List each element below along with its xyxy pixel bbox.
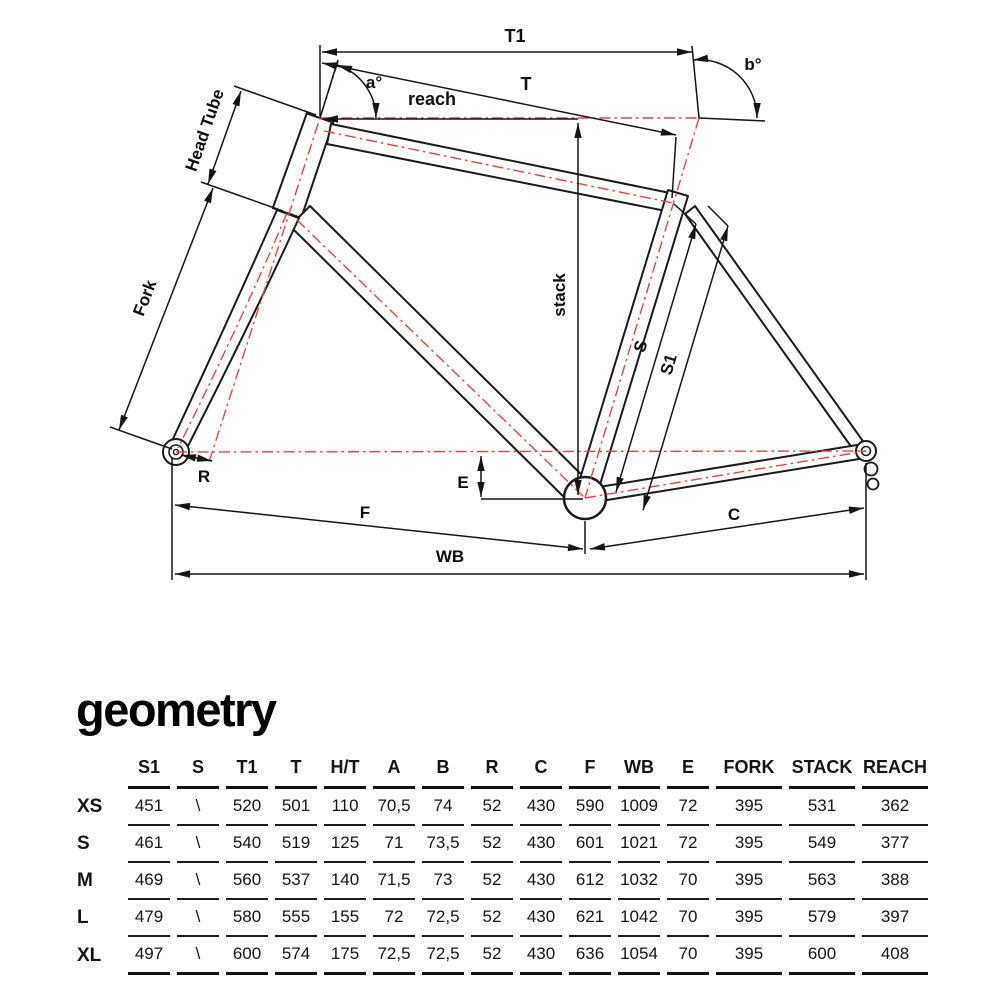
- col-header-b: B: [422, 750, 464, 789]
- cell-m-t: 537: [275, 863, 317, 900]
- cell-m-c: 430: [520, 863, 562, 900]
- cell-xs-s: \: [177, 789, 219, 826]
- table-row-s: [75, 826, 928, 863]
- label-e: E: [457, 473, 469, 492]
- cell-s-a: 71: [373, 826, 415, 863]
- cell-xs-t1: 520: [226, 789, 268, 826]
- cell-xl-h-t: 175: [324, 937, 366, 975]
- cell-m-e: 70: [667, 863, 709, 900]
- col-header-e: E: [667, 750, 709, 789]
- label-angle-b: b°: [744, 55, 762, 74]
- cell-m-wb: 1032: [618, 863, 660, 900]
- cell-l-reach: 397: [862, 900, 928, 937]
- chain-stay-shape: [599, 445, 859, 501]
- cell-xl-stack: 600: [789, 937, 855, 975]
- cell-s-f: 601: [569, 826, 611, 863]
- cell-s-s1: 461: [128, 826, 170, 863]
- cell-l-e: 70: [667, 900, 709, 937]
- extension-lines: [110, 45, 866, 580]
- cell-s-b: 73,5: [422, 826, 464, 863]
- cell-l-t: 555: [275, 900, 317, 937]
- cell-xl-e: 70: [667, 937, 709, 975]
- axle-line: [176, 451, 866, 452]
- cell-s-fork: 395: [716, 826, 782, 863]
- cell-m-h-t: 140: [324, 863, 366, 900]
- cell-xl-r: 52: [471, 937, 513, 975]
- cell-xs-wb: 1009: [618, 789, 660, 826]
- col-header-s1: S1: [128, 750, 170, 789]
- cell-l-wb: 1042: [618, 900, 660, 937]
- cell-xs-c: 430: [520, 789, 562, 826]
- cell-xs-t: 501: [275, 789, 317, 826]
- cell-xl-f: 636: [569, 937, 611, 975]
- cell-xl-b: 72,5: [422, 937, 464, 975]
- cell-m-fork: 395: [716, 863, 782, 900]
- col-header-t1: T1: [226, 750, 268, 789]
- dim-f: [175, 505, 583, 549]
- col-header-reach: REACH: [862, 750, 928, 789]
- section-title: geometry: [76, 683, 276, 736]
- cell-l-t1: 580: [226, 900, 268, 937]
- cell-xl-a: 72,5: [373, 937, 415, 975]
- row-label-l: L: [77, 907, 89, 928]
- label-f: F: [359, 503, 371, 522]
- cell-m-reach: 388: [862, 863, 928, 900]
- cell-l-s: \: [177, 900, 219, 937]
- col-header-wb: WB: [618, 750, 660, 789]
- cell-s-t1: 540: [226, 826, 268, 863]
- cell-s-stack: 549: [789, 826, 855, 863]
- cell-s-e: 72: [667, 826, 709, 863]
- cell-s-c: 430: [520, 826, 562, 863]
- toptube-centerline: [324, 131, 673, 203]
- col-header-a: A: [373, 750, 415, 789]
- label-wb: WB: [435, 547, 465, 566]
- cell-xs-h-t: 110: [324, 789, 366, 826]
- label-angle-a: a°: [365, 73, 383, 92]
- cell-m-stack: 563: [789, 863, 855, 900]
- seat-stay-shape: [685, 206, 865, 452]
- cell-s-t: 519: [275, 826, 317, 863]
- col-header-fork: FORK: [716, 750, 782, 789]
- table-row-m: [75, 863, 928, 900]
- col-header-c: C: [520, 750, 562, 789]
- row-label-m: M: [77, 870, 93, 891]
- frame-outline: [172, 113, 865, 508]
- table-row-xs: [75, 789, 928, 826]
- cell-s-reach: 377: [862, 826, 928, 863]
- cell-xl-wb: 1054: [618, 937, 660, 975]
- cell-m-s: \: [177, 863, 219, 900]
- cell-xs-reach: 362: [862, 789, 928, 826]
- label-s: S: [630, 338, 652, 355]
- cell-s-h-t: 125: [324, 826, 366, 863]
- cell-xs-e: 72: [667, 789, 709, 826]
- col-header-stack: STACK: [789, 750, 855, 789]
- cell-xs-stack: 531: [789, 789, 855, 826]
- label-head-tube: Head Tube: [181, 86, 228, 174]
- label-reach: reach: [407, 89, 457, 109]
- cell-l-s1: 479: [128, 900, 170, 937]
- col-header-r: R: [471, 750, 513, 789]
- cell-l-f: 621: [569, 900, 611, 937]
- cell-xl-s1: 497: [128, 937, 170, 975]
- col-header-f: F: [569, 750, 611, 789]
- cell-xl-t1: 600: [226, 937, 268, 975]
- cell-xs-s1: 451: [128, 789, 170, 826]
- label-fork: Fork: [129, 277, 161, 319]
- col-header-s: S: [177, 750, 219, 789]
- cell-l-r: 52: [471, 900, 513, 937]
- cell-xl-c: 430: [520, 937, 562, 975]
- head-tube-shape: [273, 113, 333, 217]
- cell-xl-t: 574: [275, 937, 317, 975]
- col-header-h-t: H/T: [324, 750, 366, 789]
- label-c: C: [727, 505, 741, 524]
- cell-l-stack: 579: [789, 900, 855, 937]
- cell-m-t1: 560: [226, 863, 268, 900]
- cell-xs-b: 74: [422, 789, 464, 826]
- table-row-l: [75, 900, 928, 937]
- cell-xs-f: 590: [569, 789, 611, 826]
- cell-m-f: 612: [569, 863, 611, 900]
- cell-xs-r: 52: [471, 789, 513, 826]
- row-label-xl: XL: [77, 944, 102, 966]
- label-t: T: [520, 74, 532, 94]
- cell-s-s: \: [177, 826, 219, 863]
- cell-l-h-t: 155: [324, 900, 366, 937]
- label-r: R: [197, 467, 211, 486]
- label-stack: stack: [550, 273, 569, 317]
- cell-m-a: 71,5: [373, 863, 415, 900]
- corner-cell: [75, 750, 121, 789]
- cell-s-wb: 1021: [618, 826, 660, 863]
- cell-m-s1: 469: [128, 863, 170, 900]
- table-body: [75, 789, 928, 975]
- cell-xs-a: 70,5: [373, 789, 415, 826]
- label-t1: T1: [504, 26, 526, 46]
- table-header-row: [75, 750, 928, 789]
- cell-xl-reach: 408: [862, 937, 928, 975]
- cell-s-r: 52: [471, 826, 513, 863]
- cell-xl-fork: 395: [716, 937, 782, 975]
- cell-m-r: 52: [471, 863, 513, 900]
- cell-m-b: 73: [422, 863, 464, 900]
- row-label-xs: XS: [77, 796, 103, 817]
- cell-xl-s: \: [177, 937, 219, 975]
- cell-xs-fork: 395: [716, 789, 782, 826]
- cell-l-a: 72: [373, 900, 415, 937]
- row-label-s: S: [77, 833, 90, 854]
- geometry-table: [68, 750, 935, 975]
- table-row-xl: [75, 937, 928, 975]
- cell-l-fork: 395: [716, 900, 782, 937]
- col-header-t: T: [275, 750, 317, 789]
- cell-l-c: 430: [520, 900, 562, 937]
- cell-l-b: 72,5: [422, 900, 464, 937]
- label-s1: S1: [656, 351, 681, 378]
